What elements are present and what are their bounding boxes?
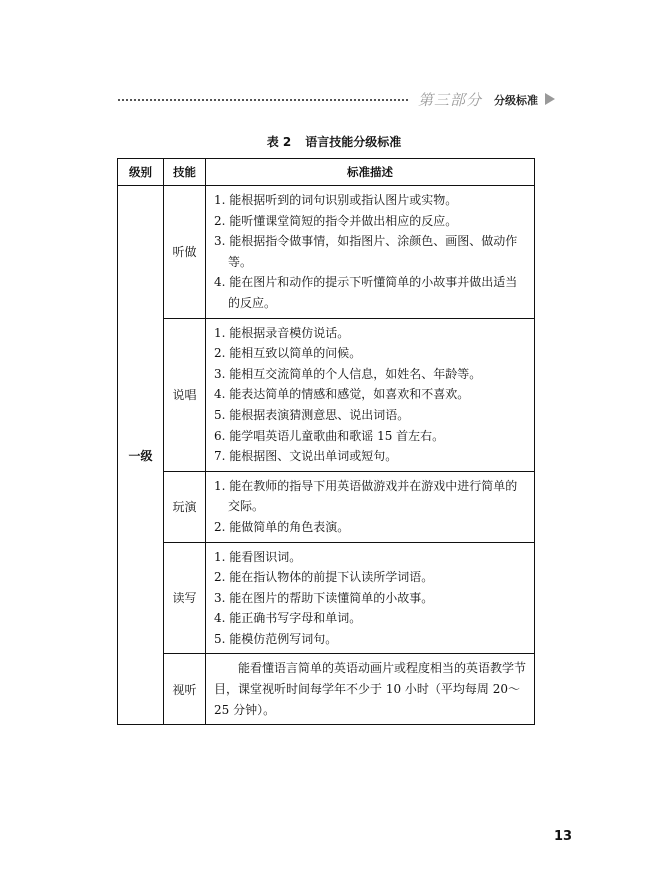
header-dotted-rule	[118, 99, 408, 101]
description-item: 1. 能在教师的指导下用英语做游戏并在游戏中进行简单的交际。	[214, 478, 518, 514]
skill-cell: 视听	[164, 654, 206, 725]
header-description: 标准描述	[206, 159, 535, 186]
skill-cell: 说唱	[164, 318, 206, 471]
description-item: 1. 能根据录音模仿说话。	[214, 325, 350, 340]
level-cell: 一级	[118, 186, 164, 725]
description-item: 2. 能做简单的角色表演。	[214, 519, 350, 534]
skill-cell: 玩演	[164, 471, 206, 542]
table-row	[118, 318, 535, 471]
description-cell	[206, 542, 535, 654]
description-item: 2. 能听懂课堂简短的指令并做出相应的反应。	[214, 213, 458, 228]
table-caption-title: 语言技能分级标准	[305, 135, 402, 149]
header-skill: 技能	[164, 159, 206, 186]
header-section-title: 分级标准	[494, 94, 538, 107]
description-list	[214, 323, 528, 467]
description-paragraph: 能看懂语言简单的英语动画片或程度相当的英语教学节目，课堂视听时间每学年不少于 10 小时（平均每周 20～25 分钟）。	[214, 661, 527, 717]
table-row	[118, 542, 535, 654]
description-item: 5. 能根据表演猜测意思、说出词语。	[214, 407, 410, 422]
header-part-title: 第三部分	[418, 91, 483, 109]
skill-cell: 读写	[164, 542, 206, 654]
description-list	[214, 547, 528, 650]
description-item: 7. 能根据图、文说出单词或短句。	[214, 449, 398, 464]
header-level: 级别	[118, 159, 164, 186]
description-list	[214, 476, 528, 538]
description-item: 3. 能在图片的帮助下读懂简单的小故事。	[214, 590, 434, 605]
description-cell	[206, 654, 535, 725]
description-cell	[206, 471, 535, 542]
triangle-right-icon	[545, 93, 555, 105]
skill-cell: 听做	[164, 186, 206, 319]
description-item: 4. 能正确书写字母和单词。	[214, 611, 362, 626]
description-cell	[206, 318, 535, 471]
running-header	[118, 88, 566, 112]
table-row	[118, 186, 535, 319]
description-item: 2. 能在指认物体的前提下认读所学词语。	[214, 570, 434, 585]
description-item: 4. 能表达简单的情感和感觉，如喜欢和不喜欢。	[214, 387, 470, 402]
description-item: 1. 能看图识词。	[214, 549, 302, 564]
table-row	[118, 471, 535, 542]
table-body	[118, 186, 535, 725]
description-list	[214, 190, 528, 314]
table-row	[118, 654, 535, 725]
table-header-row	[118, 159, 535, 186]
description-item: 3. 能相互交流简单的个人信息，如姓名、年龄等。	[214, 366, 482, 381]
table-caption	[0, 133, 668, 150]
page-number: 13	[554, 829, 573, 844]
skills-standard-table	[117, 158, 535, 725]
description-item: 3. 能根据指令做事情，如指图片、涂颜色、画图、做动作等。	[214, 234, 518, 269]
description-item: 5. 能模仿范例写词句。	[214, 631, 338, 646]
description-cell	[206, 186, 535, 319]
description-item: 1. 能根据听到的词句识别或指认图片或实物。	[214, 193, 458, 207]
description-item: 4. 能在图片和动作的提示下听懂简单的小故事并做出适当的反应。	[214, 275, 518, 310]
table-caption-number: 表 2	[266, 135, 292, 149]
description-item: 2. 能相互致以简单的问候。	[214, 346, 362, 361]
description-item: 6. 能学唱英语儿童歌曲和歌谣 15 首左右。	[214, 428, 445, 443]
